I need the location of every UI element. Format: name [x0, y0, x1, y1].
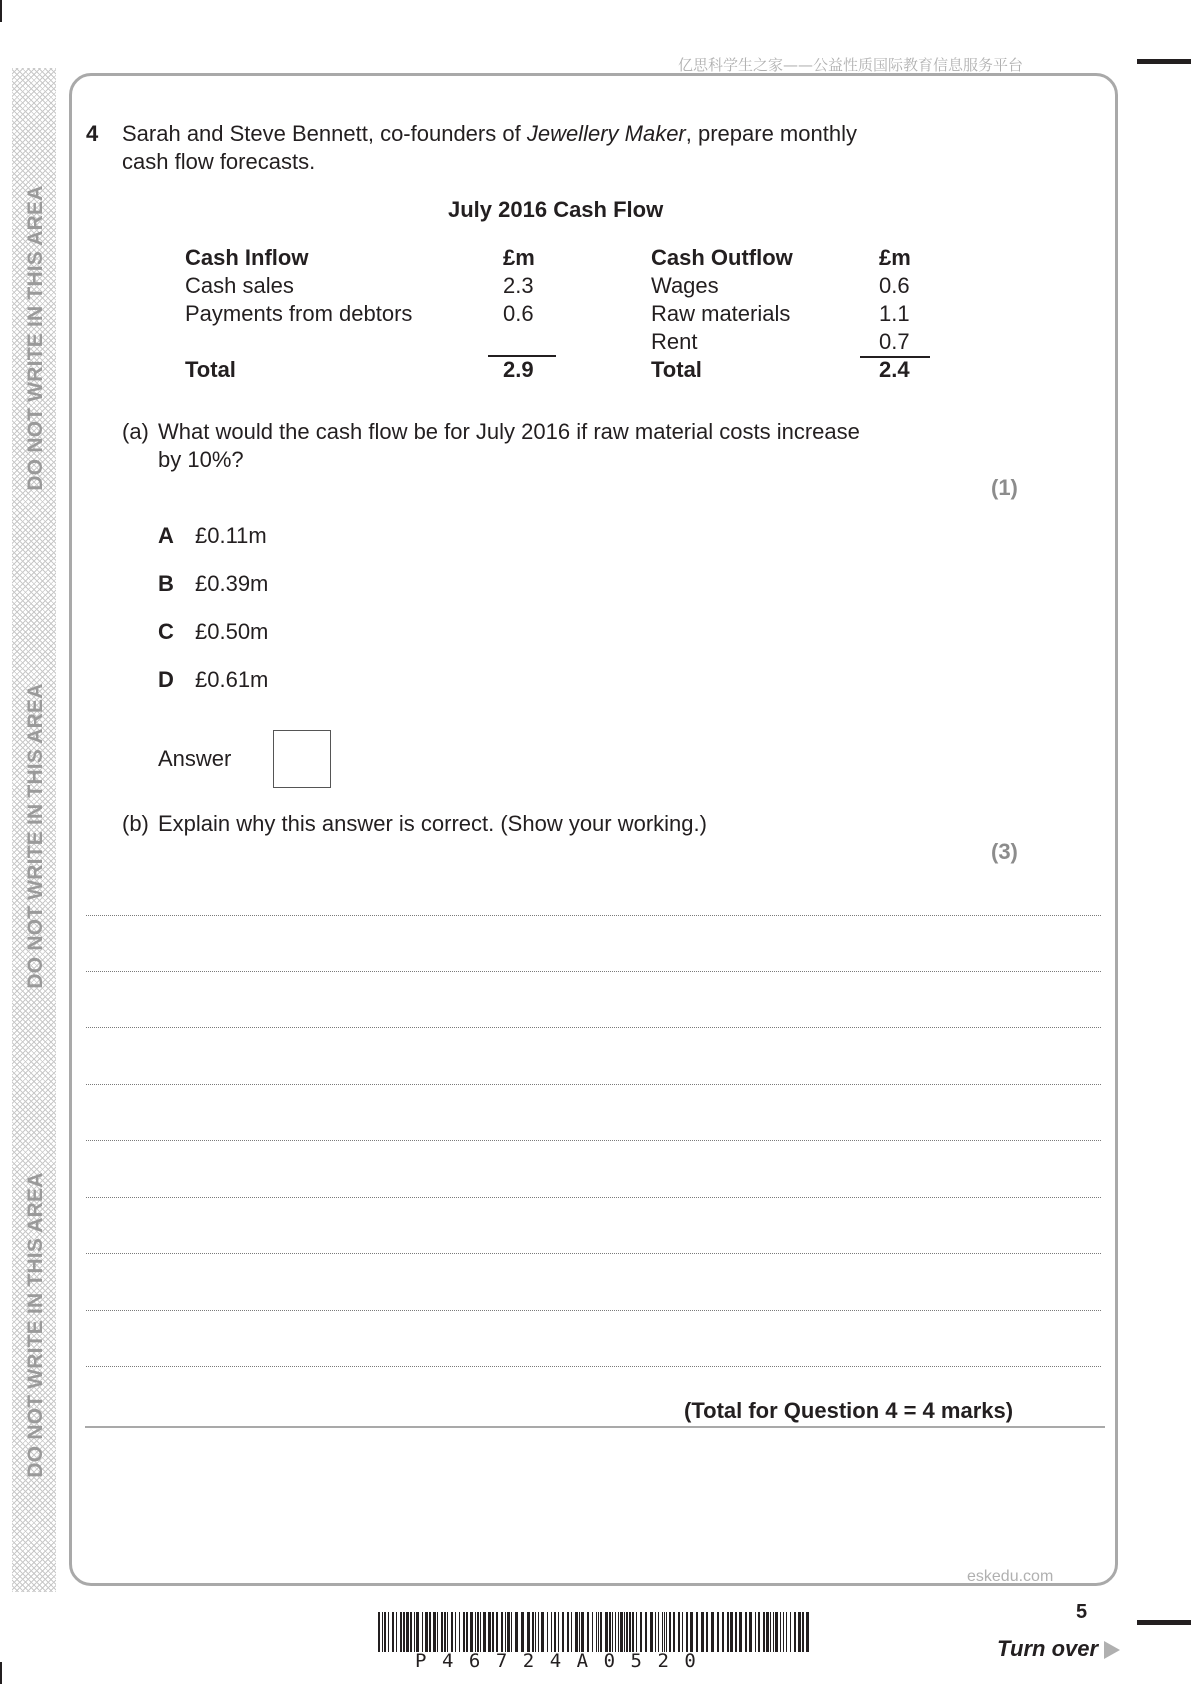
barcode-bar	[451, 1612, 453, 1652]
barcode-bar	[745, 1612, 747, 1652]
barcode-bar	[483, 1612, 486, 1652]
barcode-bar	[786, 1612, 787, 1652]
barcode-bar	[496, 1612, 498, 1652]
outflow-row-label: Rent	[651, 329, 698, 354]
barcode-bar	[749, 1612, 752, 1652]
barcode-bar	[626, 1612, 628, 1652]
barcode-bar	[739, 1612, 742, 1652]
barcode-bar	[388, 1612, 389, 1652]
outflow-unit-header: £m	[879, 245, 911, 270]
barcode-bar	[655, 1612, 656, 1652]
barcode-bar	[609, 1612, 611, 1652]
barcode-bar	[770, 1612, 771, 1652]
answer-line[interactable]	[86, 971, 1101, 972]
inflow-row-value: 2.3	[503, 273, 534, 298]
inflow-row-value: 0.6	[503, 301, 534, 326]
barcode-bar	[645, 1612, 647, 1652]
barcode-bar	[459, 1612, 460, 1652]
barcode-bar	[806, 1612, 809, 1652]
barcode-bar	[406, 1612, 409, 1652]
part-a-marks: (1)	[991, 475, 1018, 500]
barcode-bar	[612, 1612, 613, 1652]
barcode-bar	[636, 1612, 637, 1652]
barcode-bar	[579, 1612, 580, 1652]
barcode-bar	[669, 1612, 671, 1652]
barcode-bar	[640, 1612, 642, 1652]
barcode-bar	[711, 1612, 714, 1652]
barcode-bar	[735, 1612, 737, 1652]
barcode-bar	[790, 1612, 791, 1652]
barcode-bar	[444, 1612, 446, 1652]
inflow-header: Cash Inflow	[185, 245, 309, 270]
barcode-bar	[455, 1612, 456, 1652]
barcode-bar	[470, 1612, 473, 1652]
barcode-bar	[392, 1612, 394, 1652]
barcode-bar	[682, 1612, 683, 1652]
barcode-bar	[571, 1612, 572, 1652]
page-number: 5	[1076, 1601, 1088, 1623]
barcode-bar	[629, 1612, 631, 1652]
option-a-letter: A	[158, 523, 174, 548]
part-b-label: (b)	[122, 811, 149, 836]
barcode-bar	[690, 1612, 693, 1652]
answer-line[interactable]	[86, 1366, 1101, 1367]
barcode-bar	[562, 1612, 564, 1652]
barcode-bar	[515, 1612, 518, 1652]
top-watermark: 亿思科学生之家——公益性质国际教育信息服务平台	[678, 56, 1024, 74]
crop-mark	[0, 1662, 2, 1684]
barcode-bar	[400, 1612, 402, 1652]
barcode-bar	[403, 1612, 405, 1652]
option-c-letter: C	[158, 619, 174, 644]
barcode-bar	[662, 1612, 663, 1652]
barcode-bar	[488, 1612, 491, 1652]
barcode-bar	[766, 1612, 769, 1652]
answer-line[interactable]	[86, 1084, 1101, 1085]
barcode-bar	[592, 1612, 593, 1652]
answer-line[interactable]	[86, 915, 1101, 916]
barcode-bar	[587, 1612, 589, 1652]
option-a-text: £0.11m	[195, 523, 267, 548]
barcode-bar	[521, 1612, 524, 1652]
barcode-bar	[763, 1612, 765, 1652]
table-title: July 2016 Cash Flow	[448, 197, 664, 222]
option-d-text: £0.61m	[195, 667, 269, 692]
answer-line[interactable]	[86, 1197, 1101, 1198]
barcode-bar	[758, 1612, 760, 1652]
answer-line[interactable]	[86, 1253, 1101, 1254]
barcode-bar	[480, 1612, 481, 1652]
barcode-bar	[722, 1612, 724, 1652]
turn-over-label: Turn over	[997, 1636, 1099, 1661]
total-marks: (Total for Question 4 = 4 marks)	[684, 1398, 1014, 1423]
barcode-bar	[658, 1612, 659, 1652]
barcode-bar	[475, 1612, 476, 1652]
barcode-bar	[382, 1612, 383, 1652]
part-b-marks: (3)	[991, 839, 1018, 864]
barcode-bar	[551, 1612, 552, 1652]
answer-label: Answer	[158, 746, 232, 771]
option-d-letter: D	[158, 667, 174, 692]
barcode-bar	[447, 1612, 448, 1652]
total-rule	[85, 1426, 1105, 1428]
barcode-bar	[701, 1612, 704, 1652]
barcode-bar	[492, 1612, 494, 1652]
part-a-label: (a)	[122, 419, 149, 444]
barcode-bar	[755, 1612, 756, 1652]
barcode-bar	[535, 1612, 536, 1652]
barcode-bar	[632, 1612, 634, 1652]
question-number: 4	[86, 121, 99, 146]
barcode-bar	[414, 1612, 415, 1652]
barcode-bar	[673, 1612, 675, 1652]
barcode-bar	[775, 1612, 778, 1652]
barcode-bar	[773, 1612, 774, 1652]
barcode	[378, 1612, 810, 1652]
barcode-bar	[794, 1612, 796, 1652]
outflow-header: Cash Outflow	[651, 245, 793, 270]
barcode-bar	[696, 1612, 698, 1652]
barcode-bar	[378, 1612, 380, 1652]
option-b-letter: B	[158, 571, 174, 596]
outflow-row-value: 0.7	[879, 329, 910, 354]
question-intro: Sarah and Steve Bennett, co-founders of Jewellery Maker, prepare monthly	[122, 121, 857, 146]
barcode-bar	[463, 1612, 465, 1652]
outflow-row-value: 0.6	[879, 273, 910, 298]
barcode-bar	[666, 1612, 667, 1652]
part-b-question: Explain why this answer is correct. (Show your working.)	[158, 811, 707, 836]
barcode-bar	[538, 1612, 539, 1652]
barcode-bar	[596, 1612, 597, 1652]
outflow-row-label: Wages	[651, 273, 719, 298]
barcode-bar	[730, 1612, 733, 1652]
inflow-total-label: Total	[185, 357, 236, 382]
barcode-bar	[802, 1612, 804, 1652]
inflow-total-value: 2.9	[503, 357, 534, 382]
crop-mark	[0, 0, 2, 22]
barcode-bar	[664, 1612, 665, 1652]
barcode-bar	[466, 1612, 468, 1652]
barcode-bar	[433, 1612, 436, 1652]
barcode-bar	[541, 1612, 544, 1652]
inflow-row-label: Cash sales	[185, 273, 294, 298]
barcode-bar	[600, 1612, 602, 1652]
question-intro-line2: cash flow forecasts.	[122, 149, 316, 174]
outflow-row-label: Raw materials	[651, 301, 791, 326]
barcode-bar	[618, 1612, 619, 1652]
barcode-bar	[727, 1612, 729, 1652]
barcode-bar	[558, 1612, 559, 1652]
inflow-unit-header: £m	[503, 245, 535, 270]
answer-line[interactable]	[86, 1310, 1101, 1311]
outflow-total-label: Total	[651, 357, 702, 382]
barcode-bar	[554, 1612, 556, 1652]
answer-box[interactable]	[273, 730, 331, 788]
barcode-bar	[780, 1612, 781, 1652]
barcode-bar	[605, 1612, 608, 1652]
barcode-digits: P46724A0520	[415, 1650, 712, 1672]
barcode-bar	[501, 1612, 503, 1652]
outflow-total-value: 2.4	[879, 357, 910, 382]
inflow-row-label: Payments from debtors	[185, 301, 413, 326]
barcode-bar	[384, 1612, 386, 1652]
part-a-question: What would the cash flow be for July 2016 if raw material costs increase	[158, 419, 860, 444]
barcode-bar	[686, 1612, 688, 1652]
part-a-question-line2: by 10%?	[158, 447, 244, 472]
answer-line[interactable]	[86, 1027, 1101, 1028]
barcode-bar	[441, 1612, 443, 1652]
outflow-row-value: 1.1	[879, 301, 910, 326]
barcode-bar	[567, 1612, 569, 1652]
crop-mark	[1137, 1620, 1191, 1625]
barcode-bar	[511, 1612, 512, 1652]
barcode-bar	[650, 1612, 653, 1652]
turn-over-arrow-icon	[1104, 1641, 1120, 1659]
barcode-bar	[706, 1612, 708, 1652]
barcode-bar	[396, 1612, 397, 1652]
crop-mark	[1137, 59, 1191, 64]
barcode-bar	[477, 1612, 479, 1652]
barcode-bar	[527, 1612, 530, 1652]
answer-line[interactable]	[86, 1140, 1101, 1141]
barcode-bar	[416, 1612, 419, 1652]
barcode-bar	[783, 1612, 784, 1652]
barcode-bar	[717, 1612, 719, 1652]
barcode-bar	[437, 1612, 438, 1652]
barcode-bar	[505, 1612, 506, 1652]
barcode-bar	[798, 1612, 801, 1652]
barcode-bar	[507, 1612, 510, 1652]
barcode-bar	[598, 1612, 599, 1652]
barcode-bar	[624, 1612, 625, 1652]
barcode-bar	[429, 1612, 431, 1652]
bottom-watermark: eskedu.com	[967, 1568, 1054, 1585]
option-c-text: £0.50m	[195, 619, 269, 644]
barcode-bar	[615, 1612, 616, 1652]
barcode-bar	[425, 1612, 428, 1652]
barcode-bar	[422, 1612, 423, 1652]
barcode-bar	[410, 1612, 412, 1652]
barcode-bar	[575, 1612, 578, 1652]
barcode-bar	[581, 1612, 584, 1652]
option-b-text: £0.39m	[195, 571, 269, 596]
barcode-bar	[620, 1612, 623, 1652]
barcode-bar	[547, 1612, 548, 1652]
barcode-bar	[678, 1612, 680, 1652]
barcode-bar	[532, 1612, 534, 1652]
